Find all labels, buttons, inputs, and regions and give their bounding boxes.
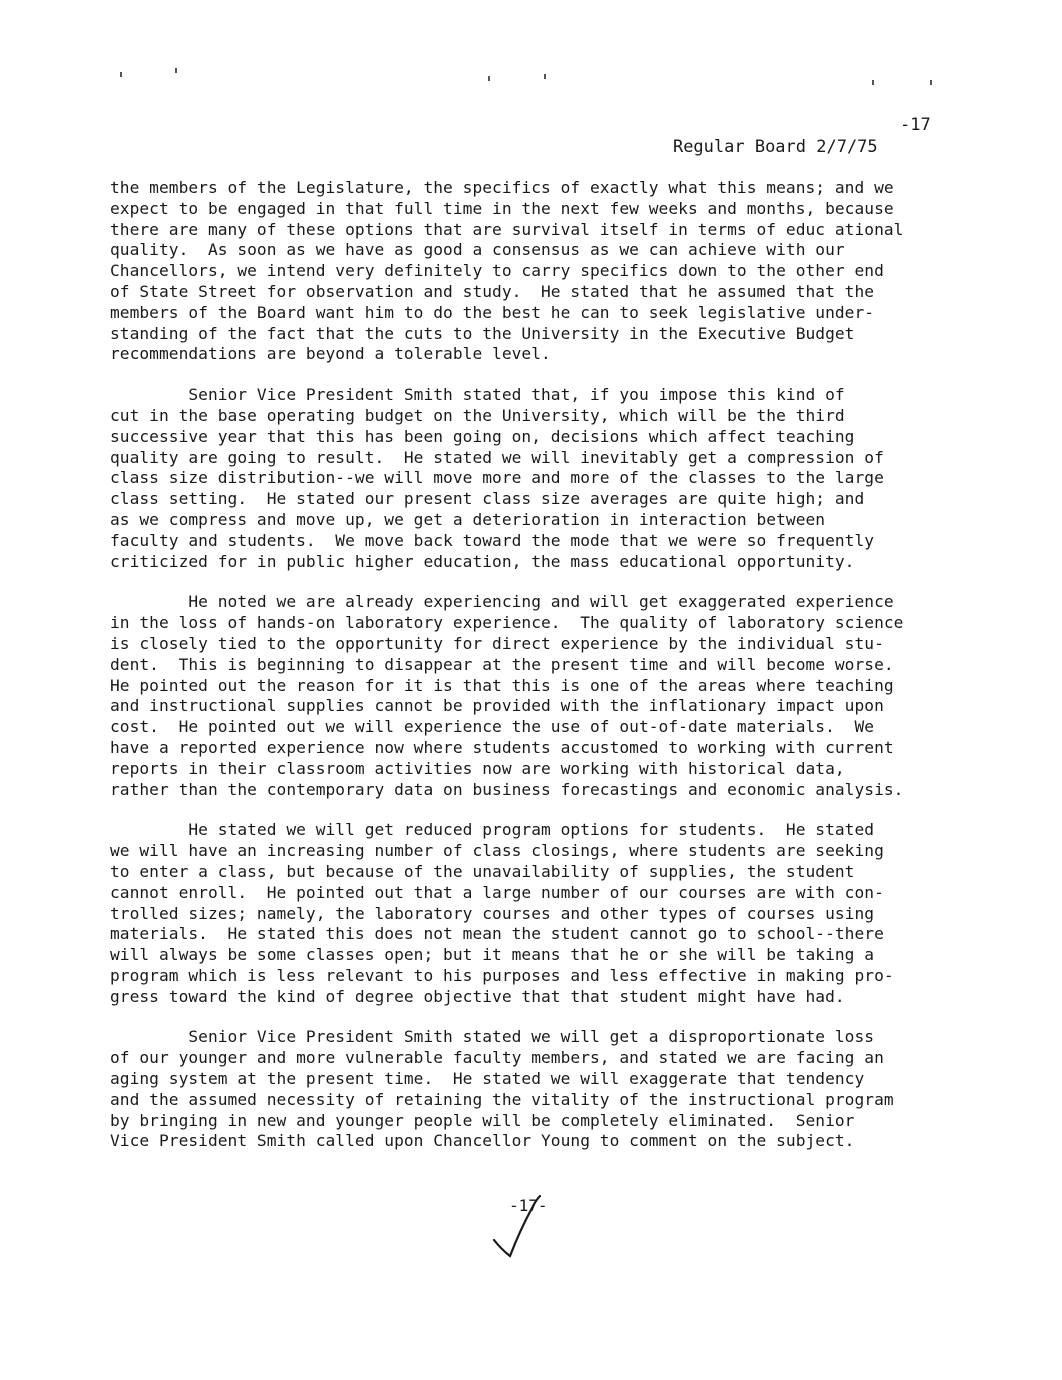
text-line: class size distribution--we will move more and more of the classes to the large: [110, 468, 884, 488]
text-line: will always be some classes open; but it means that he or she will be taking a: [110, 945, 875, 965]
text-line: faculty and students. We move back toward the mode that we were so frequently: [110, 530, 875, 550]
text-line: there are many of these options that are survival itself in terms of educ ational: [110, 219, 904, 239]
text-line: the members of the Legislature, the specifics of exactly what this means; and we: [110, 178, 894, 197]
body-text: [110, 178, 970, 1172]
text-line: successive year that this has been going on, decisions which affect teaching: [110, 426, 855, 446]
text-line: criticized for in public higher education, the mass educational opportunity.: [110, 551, 855, 571]
paragraph: [110, 592, 970, 800]
text-line: Vice President Smith called upon Chancellor Young to comment on the subject.: [110, 1131, 855, 1151]
text-line: of our younger and more vulnerable faculty members, and stated we are facing an: [110, 1048, 884, 1068]
scan-speck: [488, 76, 490, 81]
text-line: dent. This is beginning to disappear at the present time and will become worse.: [110, 654, 894, 674]
paragraph: [110, 178, 970, 365]
paragraph: [110, 1027, 970, 1152]
text-line: in the loss of hands-on laboratory experience. The quality of laboratory science: [110, 613, 904, 633]
header-title: Regular Board 2/7/75: [672, 137, 878, 157]
scan-speck: [175, 68, 177, 73]
text-line: aging system at the present time. He stated we will exaggerate that tendency: [110, 1069, 865, 1089]
text-line: cost. He pointed out we will experience the use of out-of-date materials. We: [110, 717, 875, 737]
text-line: we will have an increasing number of class closings, where students are seeking: [110, 841, 884, 861]
text-line: to enter a class, but because of the unavailability of supplies, the student: [110, 861, 855, 881]
text-line: quality are going to result. He stated we will inevitably get a compression of: [110, 447, 884, 467]
text-line: recommendations are beyond a tolerable level.: [110, 344, 551, 364]
text-line: rather than the contemporary data on business forecastings and economic analysis.: [110, 779, 904, 799]
text-line: members of the Board want him to do the best he can to seek legislative under-: [110, 302, 875, 322]
text-line: cut in the base operating budget on the University, which will be the third: [110, 405, 845, 425]
text-line: as we compress and move up, we get a deterioration in interaction between: [110, 509, 826, 529]
footer-page-number: -17-: [509, 1196, 548, 1215]
text-line: Senior Vice President Smith stated that, if you impose this kind of: [110, 385, 845, 405]
text-line: standing of the fact that the cuts to the University in the Executive Budget: [110, 323, 855, 343]
text-line: reports in their classroom activities now are working with historical data,: [110, 758, 845, 778]
text-line: class setting. He stated our present class size averages are quite high; and: [110, 489, 865, 509]
text-line: cannot enroll. He pointed out that a large number of our courses are with con-: [110, 882, 884, 902]
text-line: quality. As soon as we have as good a consensus as we can achieve with our: [110, 240, 845, 260]
text-line: He noted we are already experiencing and will get exaggerated experience: [110, 592, 894, 612]
text-line: Chancellors, we intend very definitely to carry specifics down to the other end: [110, 261, 884, 281]
paragraph: [110, 385, 970, 572]
header-page-number: -17: [900, 115, 931, 135]
text-line: expect to be engaged in that full time in the next few weeks and months, because: [110, 198, 894, 218]
text-line: He pointed out the reason for it is that this is one of the areas where teaching: [110, 675, 894, 695]
text-line: materials. He stated this does not mean the student cannot go to school--there: [110, 924, 884, 944]
text-line: He stated we will get reduced program options for students. He stated: [110, 820, 875, 840]
text-line: program which is less relevant to his purposes and less effective in making pro-: [110, 965, 894, 985]
scan-speck: [872, 80, 874, 85]
text-line: and the assumed necessity of retaining the vitality of the instructional program: [110, 1089, 894, 1109]
text-line: Senior Vice President Smith stated we will get a disproportionate loss: [110, 1027, 875, 1047]
scan-speck: [930, 80, 932, 85]
text-line: gress toward the kind of degree objective that that student might have had.: [110, 986, 845, 1006]
text-line: and instructional supplies cannot be provided with the inflationary impact upon: [110, 696, 884, 716]
scan-speck: [544, 74, 546, 79]
text-line: is closely tied to the opportunity for direct experience by the individual stu-: [110, 633, 884, 653]
paragraph: [110, 820, 970, 1007]
text-line: of State Street for observation and study. He stated that he assumed that the: [110, 281, 875, 301]
text-line: have a reported experience now where students accustomed to working with current: [110, 737, 894, 757]
text-line: trolled sizes; namely, the laboratory courses and other types of courses using: [110, 903, 875, 923]
scan-speck: [120, 72, 122, 77]
text-line: by bringing in new and younger people will be completely eliminated. Senior: [110, 1110, 855, 1130]
handwritten-checkmark: [480, 1190, 590, 1270]
